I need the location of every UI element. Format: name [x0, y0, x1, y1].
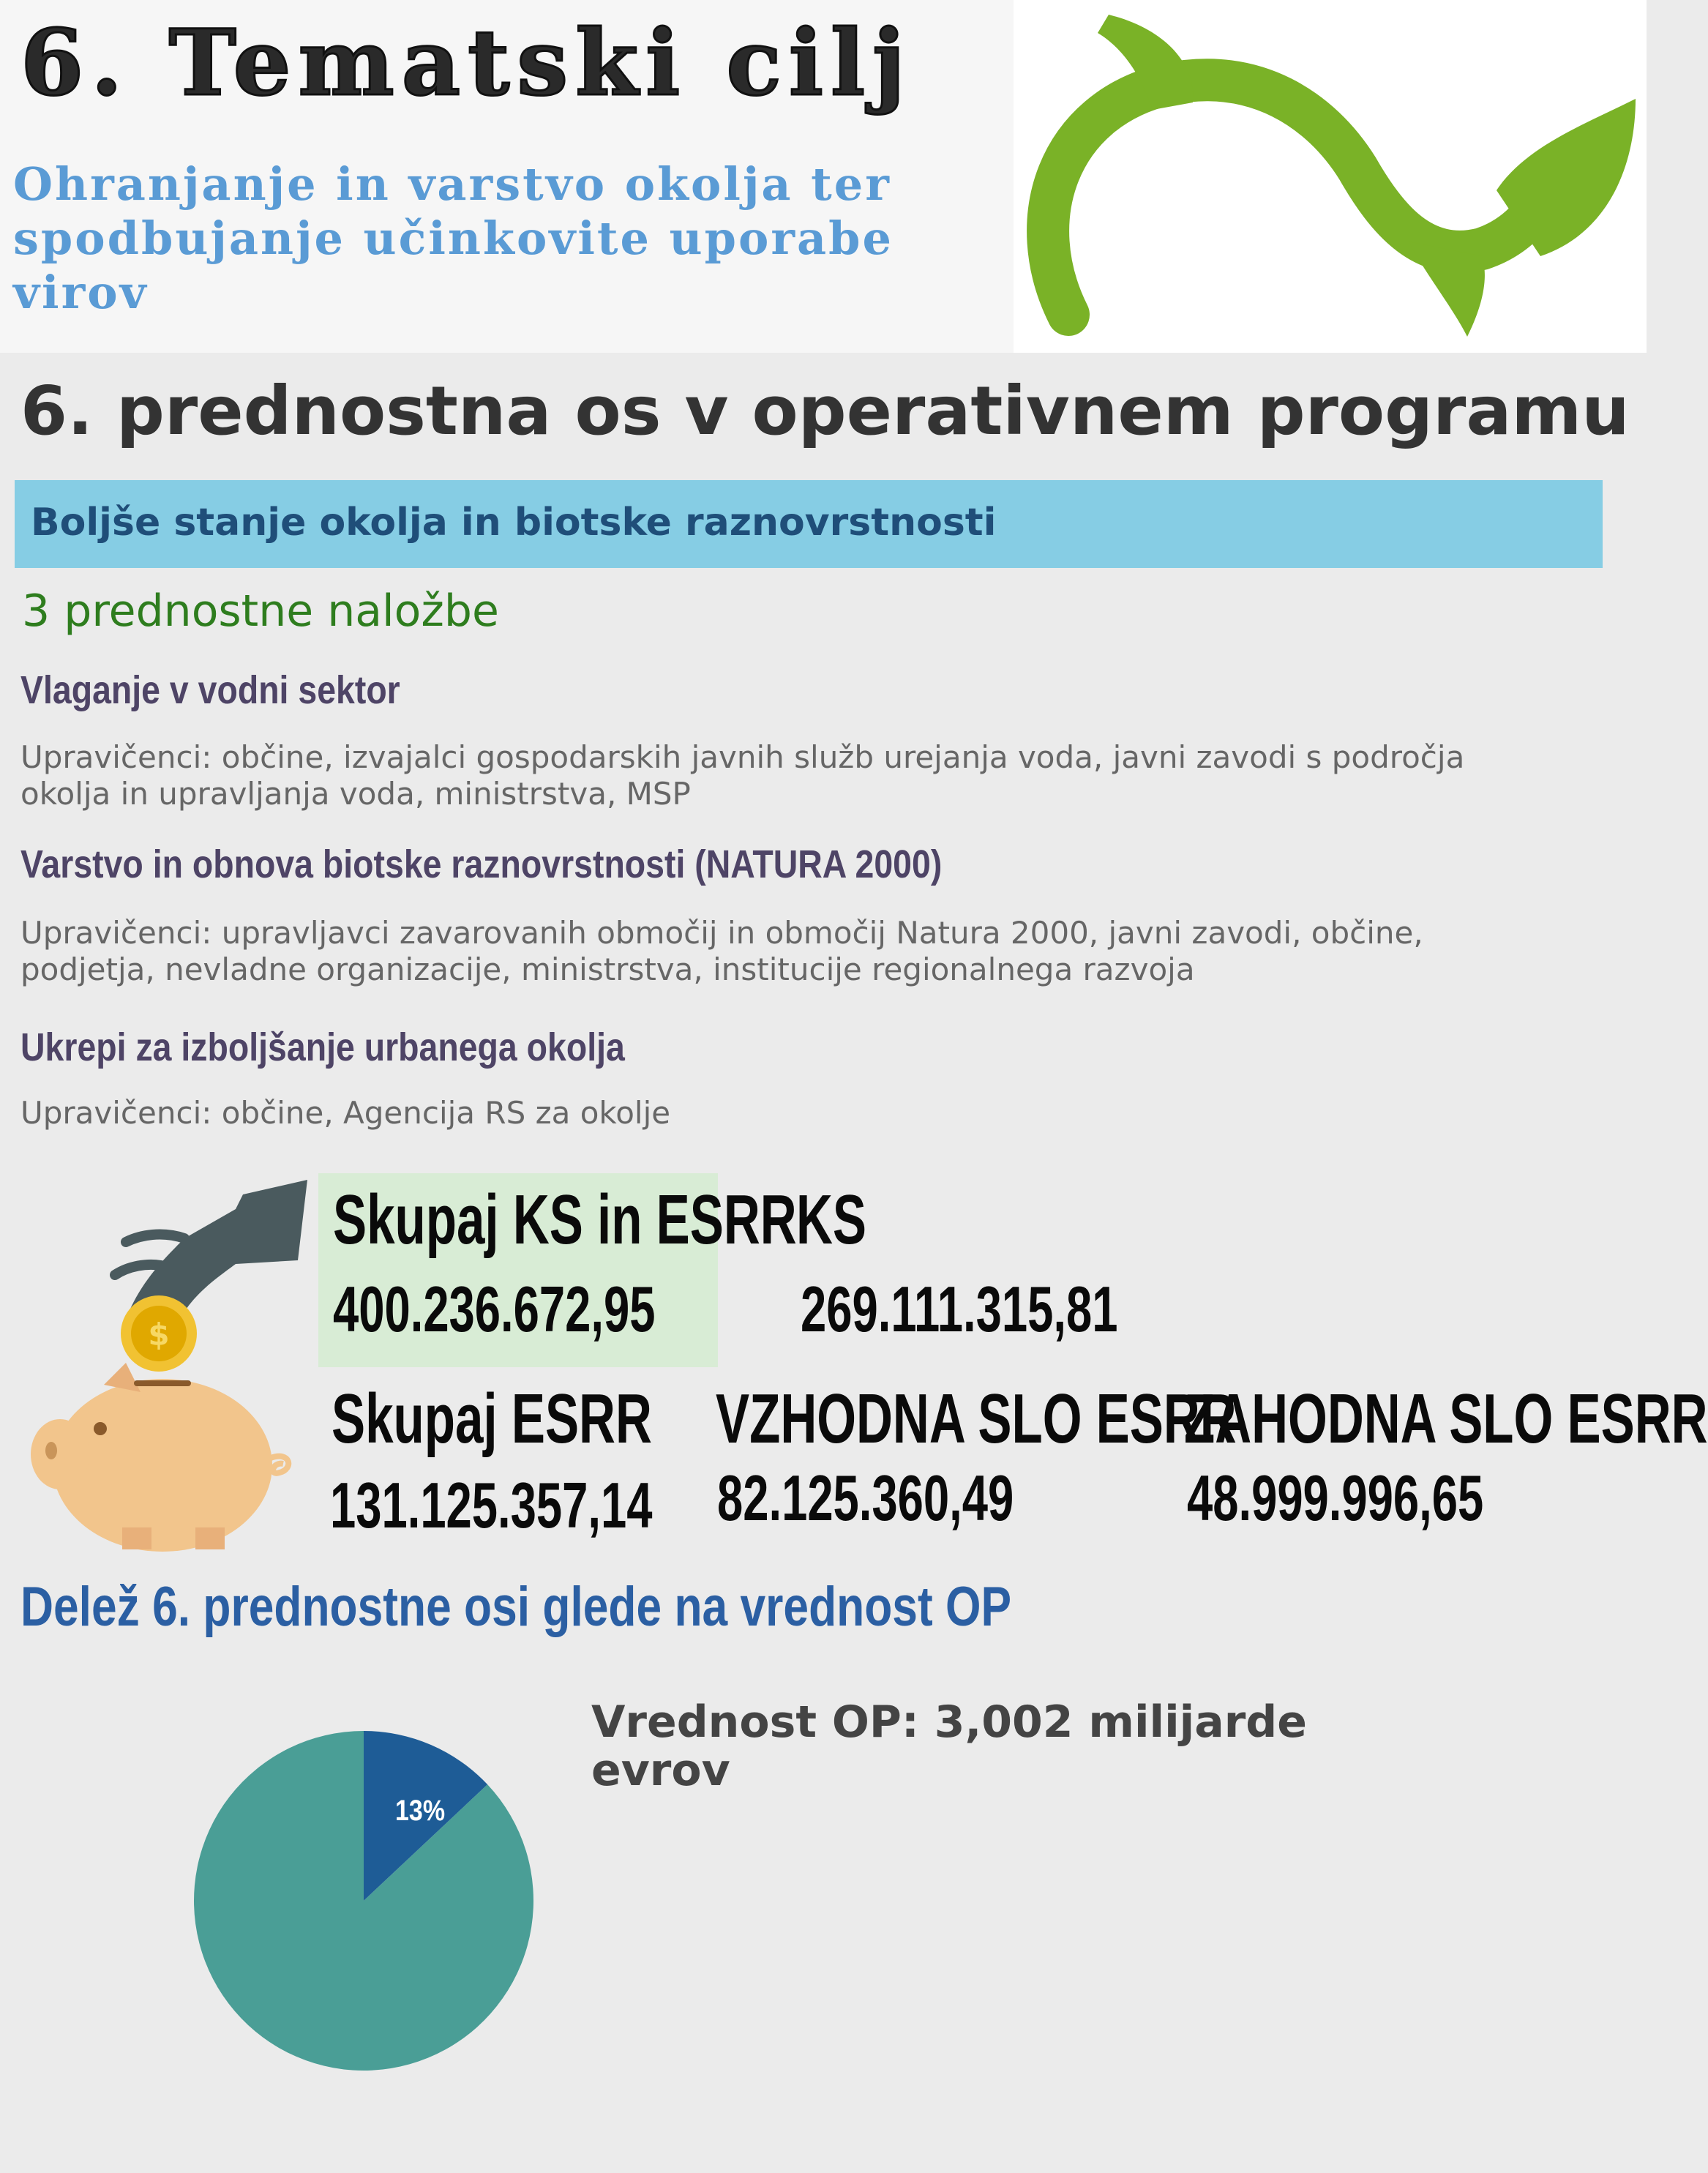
- piggy-bank-coin-hand-icon: [16, 1180, 316, 1546]
- fund-label: Skupaj KS in ESRR: [333, 1181, 797, 1259]
- green-sprout-icon: [1014, 0, 1647, 353]
- fund-label: VZHODNA SLO ESRR: [716, 1380, 1237, 1458]
- pie-slice-label: 13%: [395, 1795, 446, 1827]
- axis-title: 6. prednostna os v operativnem programu: [20, 372, 1630, 450]
- header-text-panel: [0, 0, 1014, 353]
- share-title: Delež 6. prednostne osi glede na vrednost OP: [20, 1576, 1012, 1638]
- fund-label: Skupaj ESRR: [332, 1380, 652, 1458]
- pie-svg: [192, 1729, 536, 2073]
- investment-name: Varstvo in obnova biotske raznovrstnosti (NATURA 2000): [20, 842, 943, 886]
- fund-label: KS: [796, 1181, 867, 1259]
- investment-name: Vlaganje v vodni sektor: [20, 668, 400, 712]
- investment-name: Ukrepi za izboljšanje urbanega okolja: [20, 1025, 625, 1069]
- share-pie-chart: [192, 1729, 536, 2073]
- fund-value: 48.999.996,65: [1187, 1462, 1484, 1534]
- fund-value: 131.125.357,14: [330, 1469, 653, 1541]
- axis-banner-text: Boljše stanje okolja in biotske raznovrstnosti: [31, 501, 997, 545]
- investment-beneficiaries: Upravičenci: občine, izvajalci gospodarskih javnih služb urejanja voda, javni zavodi s področja okolja in upravljanja voda, ministrstva, MSP: [20, 739, 1465, 812]
- fund-label: ZAHODNA SLO ESRR: [1184, 1380, 1708, 1458]
- svg-text:$: $: [148, 1317, 170, 1353]
- page-title: 6. Tematski cilj: [20, 10, 913, 116]
- fund-value: 269.111.315,81: [801, 1273, 1118, 1345]
- investment-count: 3 prednostne naložbe: [22, 586, 499, 637]
- investment-beneficiaries: Upravičenci: občine, Agencija RS za okolje: [20, 1095, 671, 1131]
- fund-value: 400.236.672,95: [333, 1273, 656, 1345]
- header: [0, 0, 1647, 353]
- fund-value: 82.125.360,49: [717, 1462, 1014, 1534]
- axis-banner: [15, 480, 1603, 568]
- op-value: Vrednost OP: 3,002 milijarde evrov: [591, 1697, 1307, 1796]
- page-subtitle: Ohranjanje in varstvo okolja ter spodbujanje učinkovite uporabe virov: [13, 157, 894, 319]
- investment-beneficiaries: Upravičenci: upravljavci zavarovanih območij in območij Natura 2000, javni zavodi, občine, podjetja, nevladne organizacije, ministrstva, institucije regionalnega razvoja: [20, 915, 1423, 987]
